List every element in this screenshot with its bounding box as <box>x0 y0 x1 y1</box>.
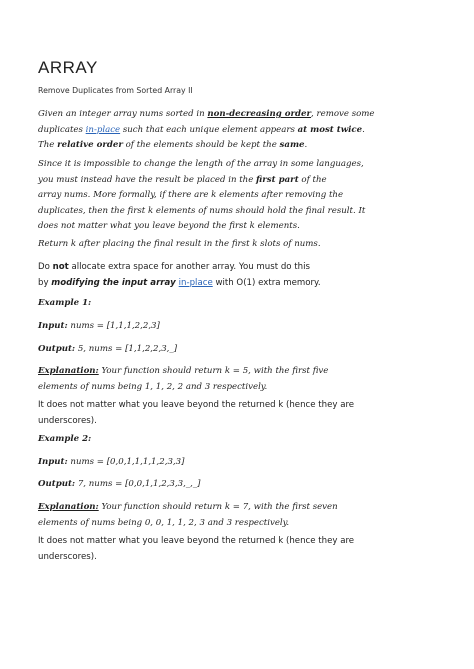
para2-line-3: array nums. More formally, if there are k elements after removing the <box>38 190 344 200</box>
explanation-paragraph <box>38 157 443 235</box>
example-1-input: Input: nums = [1,1,1,2,2,3] <box>38 321 160 331</box>
para4-line-1: Do not allocate extra space for another array. You must do this <box>38 262 310 272</box>
problem-subtitle: Remove Duplicates from Sorted Array II <box>38 86 193 95</box>
para2-line-2: you must instead have the result be placed in the first part of the <box>38 174 327 185</box>
return-paragraph <box>38 237 443 253</box>
example-2-input: Input: nums = [0,0,1,1,1,1,2,3,3] <box>38 457 185 467</box>
example-2-explanation: Explanation: Your function should return k = 7, with the first seven elements of nums being 0, 0, 1, 1, 2, 3 and 3 respectively. <box>38 502 338 528</box>
example-1 <box>38 296 443 312</box>
example-1-explanation: Explanation: Your function should return k = 5, with the first five elements of nums being 1, 1, 2, 2 and 3 respectively. <box>38 366 329 392</box>
in-place-link[interactable]: in-place <box>85 124 121 135</box>
example-2-note: It does not matter what you leave beyond the returned k (hence they are underscores). <box>38 536 355 562</box>
example-2-heading: Example 2: <box>38 434 92 444</box>
memory-paragraph <box>38 260 443 291</box>
para2-line-4: duplicates, then the first k elements of nums should hold the final result. It <box>38 205 366 216</box>
para4-line-2: by modifying the input array in-place with O(1) extra memory. <box>38 277 321 288</box>
page-title: ARRAY <box>38 58 98 77</box>
example-1-heading: Example 1: <box>38 298 92 308</box>
intro-paragraph <box>38 107 443 154</box>
para3-line: Return k after placing the final result in the first k slots of nums. <box>38 239 321 249</box>
example-1-note: It does not matter what you leave beyond the returned k (hence they are underscores). <box>38 400 355 426</box>
para2-line-5: does not matter what you leave beyond the first k elements. <box>38 221 300 231</box>
para2-line-1: Since it is impossible to change the length of the array in some languages, <box>38 159 364 169</box>
in-place-link-2[interactable]: in-place <box>178 277 213 288</box>
example-2 <box>38 432 443 448</box>
intro-line-1: Given an integer array nums sorted in non-decreasing order, remove some <box>38 109 375 119</box>
intro-line-2: duplicates in-place such that each unique element appears at most twice. <box>38 124 365 135</box>
example-2-output: Output: 7, nums = [0,0,1,1,2,3,3,_,_] <box>38 479 201 489</box>
intro-line-3: The relative order of the elements should be kept the same. <box>38 140 308 150</box>
example-1-output: Output: 5, nums = [1,1,2,2,3,_] <box>38 344 178 354</box>
